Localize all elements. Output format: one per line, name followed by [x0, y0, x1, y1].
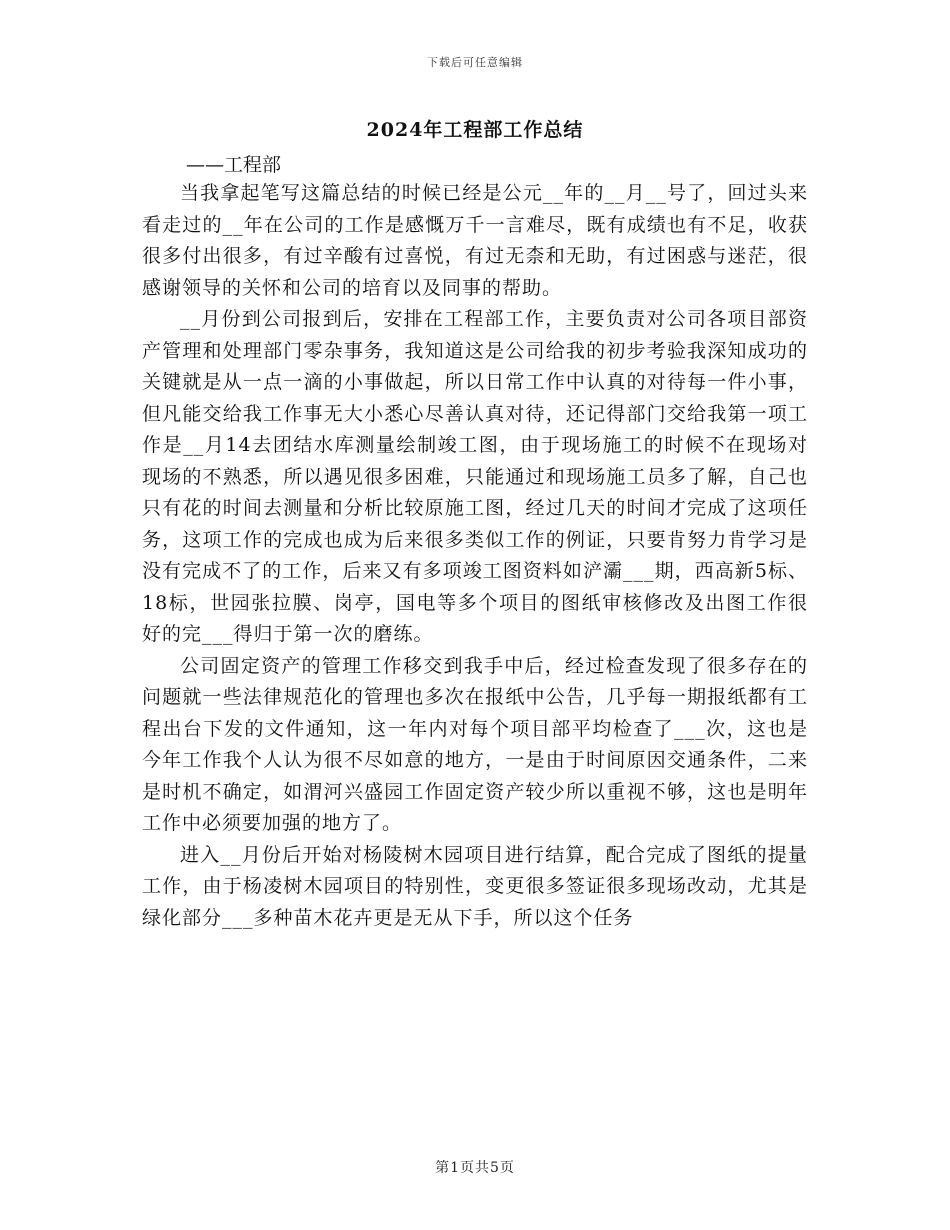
document-title: 2024年工程部工作总结 [366, 119, 584, 141]
paragraph: 当我拿起笔写这篇总结的时候已经是公元__年的__月__号了，回过头来看走过的__年在公司的工作是感慨万千一言难尽，既有成绩也有不足，收获很多付出很多，有过辛酸有过喜悦，有过无柰和无助，有过困惑与迷茫，很感谢领导的关怀和公司的培育以及同事的帮助。 [142, 182, 808, 299]
document-body [142, 178, 808, 934]
paragraph: 进入__月份后开始对杨陵树木园项目进行结算，配合完成了图纸的提量工作，由于杨凌树木园项目的特别性，变更很多签证很多现场改动，尤其是绿化部分___多种苗木花卉更是无从下手，所以这个任务 [142, 843, 808, 929]
paragraph: __月份到公司报到后，安排在工程部工作，主要负责对公司各项目部资产管理和处理部门零杂事务，我知道这是公司给我的初步考验我深知成功的关键就是从一点一滴的小事做起，所以日常工作中认真的对待每一件小事，但凡能交给我工作事无大小悉心尽善认真对待，还记得部门交给我第一项工作是__月14去团结水库测量绘制竣工图，由于现场施工的时候不在现场对现场的不熟悉，所以遇见很多困难，只能通过和现场施工员多了解，自己也只有花的时间去测量和分析比较原施工图，经过几天的时间才完成了这项任务，这项工作的完成也成为后来很多类似工作的例证，只要肯努力肯学习是没有完成不了的工作，后来又有多项竣工图资料如浐灞___期，西高新5标、18标，世园张拉膜、岗亭，国电等多个项目的图纸审核修改及出图工作很好的完___得归于第一次的磨练。 [142, 308, 808, 645]
page-number: 第1页共5页 [435, 1160, 515, 1176]
paragraph: 公司固定资产的管理工作移交到我手中后，经过检查发现了很多存在的问题就一些法律规范化的管理也多次在报纸中公告，几乎每一期报纸都有工程出台下发的文件通知，这一年内对每个项目部平均检查了___次，这也是今年工作我个人认为很不尽如意的地方，一是由于时间原因交通条件，二来是时机不确定，如渭河兴盛园工作固定资产较少所以重视不够，这也是明年工作中必须要加强的地方了。 [142, 654, 808, 834]
page-header-note: 下载后可任意编辑 [427, 56, 523, 69]
document-byline: ——工程部 [186, 154, 282, 176]
